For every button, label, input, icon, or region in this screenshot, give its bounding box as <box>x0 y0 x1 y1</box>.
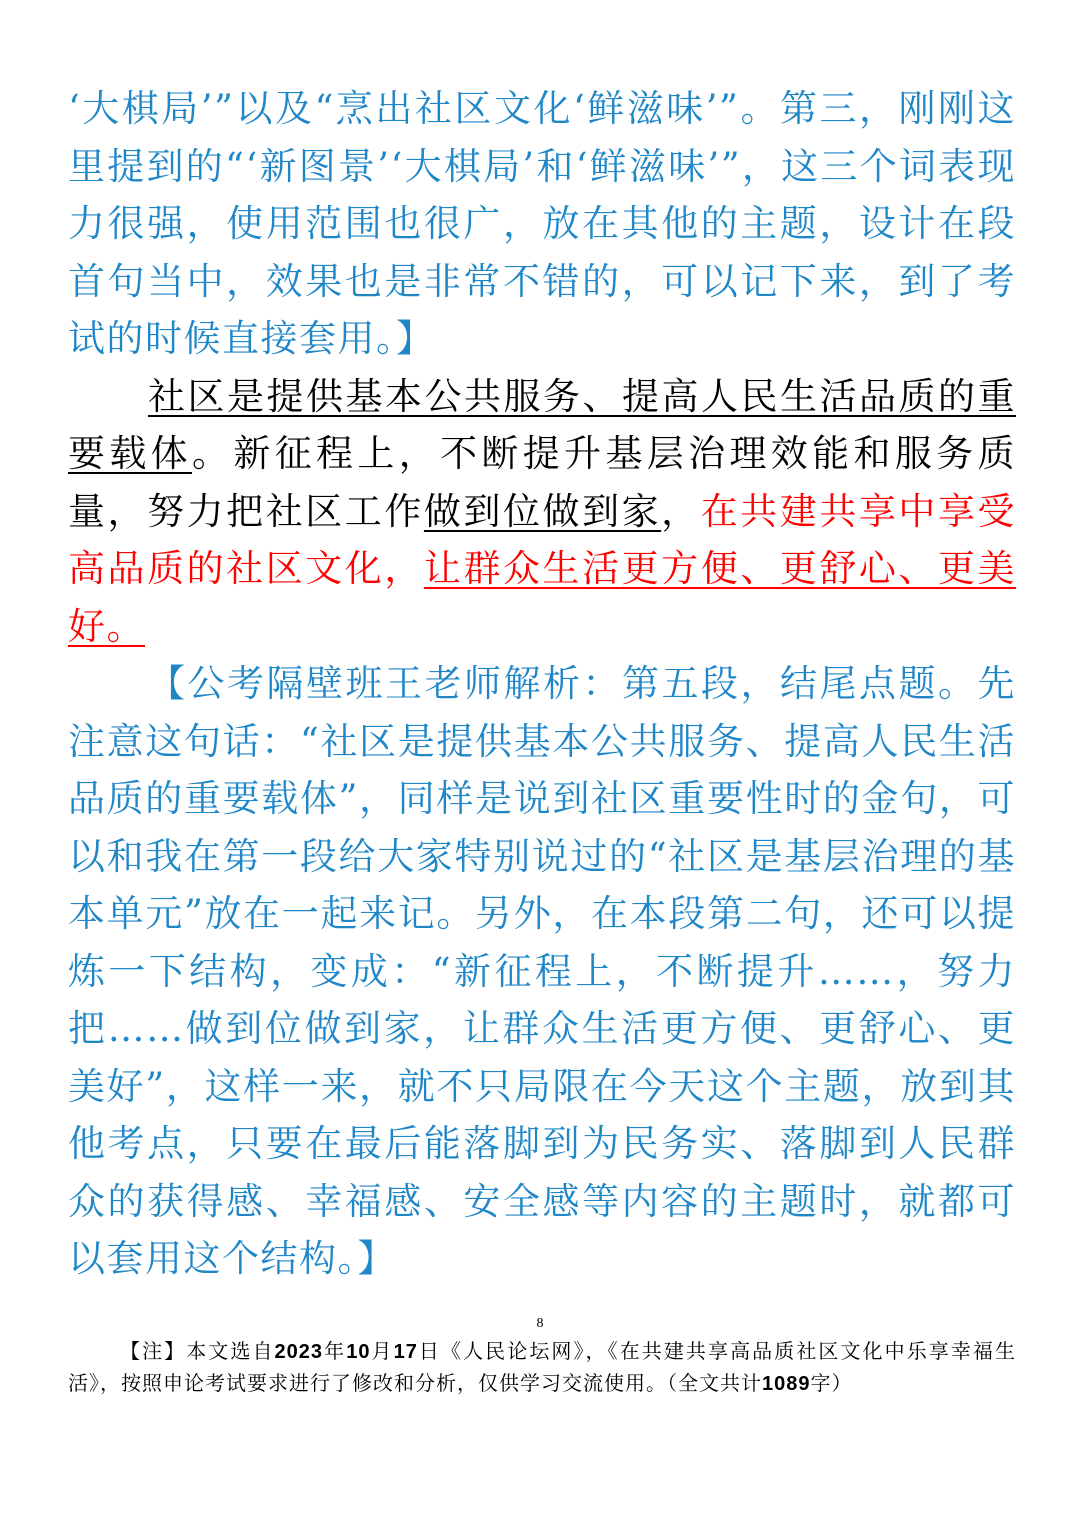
footnote-text: 月 <box>370 1339 394 1363</box>
key-sentence-underlined: 社区是提供基本公共服务、提高人民生活品质的重要载体 <box>68 374 1016 475</box>
footnote-text: 年 <box>323 1339 347 1363</box>
highlight-red-text: 在共建共享中享受高品质的社区文化， <box>68 489 1017 590</box>
analysis-continuation: ‘大棋局’”以及“烹出社区文化‘鲜滋味’”。第三，刚刚这里提到的“‘新图景’‘大棋局’和‘鲜滋味’”，这三个词表现力很强，使用范围也很广，放在其他的主题，设计在段首句当中，效果也是非常不错的，可以记下来，到了考试的时候直接套用。】 <box>68 87 1016 360</box>
footnote-text: 日《人民论坛网》，《在共建共享高品质社区文化中乐享幸福生活》，按照申论考试要求进行了修改和分析，仅供学习交流使用。（全文共计 <box>68 1339 1017 1395</box>
footnote-text: 字） <box>810 1371 853 1395</box>
paragraph-five <box>68 368 1016 656</box>
footnote-word-count: 1089 <box>762 1373 811 1395</box>
key-phrase-underlined: 做到位做到家 <box>423 489 662 533</box>
footnote-text: 【注】本文选自 <box>120 1339 275 1363</box>
paragraph-text-comma: ， <box>661 489 701 533</box>
teacher-analysis: 【公考隔壁班王老师解析：第五段，结尾点题。先注意这句话：“社区是提供基本公共服务、提高人民生活品质的重要载体”，同样是说到社区重要性时的金句，可以和我在第一段给大家特别说过的“社区是基层治理的基本单元”放在一起来记。另外，在本段第二句，还可以提炼一下结构，变成：“新征程上，不断提升……，努力把……做到位做到家，让群众生活更方便、更舒心、更美好”，这样一来，就不只局限在今天这个主题，放到其他考点，只要在最后能落脚到为民务实、落脚到人民群众的获得感、幸福感、安全感等内容的主题时，就都可以套用这个结构。】 <box>68 662 1016 1280</box>
footnote-year: 2023 <box>274 1341 324 1363</box>
footnote-day: 17 <box>393 1341 418 1363</box>
footnote-month: 10 <box>346 1341 371 1363</box>
footnote <box>68 1336 1016 1400</box>
paragraph-text: 。新征程上，不断提升基层治理效能和服务质量，努力把社区工作 <box>68 432 1017 533</box>
article-body <box>68 80 1016 1288</box>
highlight-red-underlined: 让群众生活更方便、更舒心、更美好。 <box>68 547 1017 648</box>
page-number: 8 <box>536 1316 544 1331</box>
